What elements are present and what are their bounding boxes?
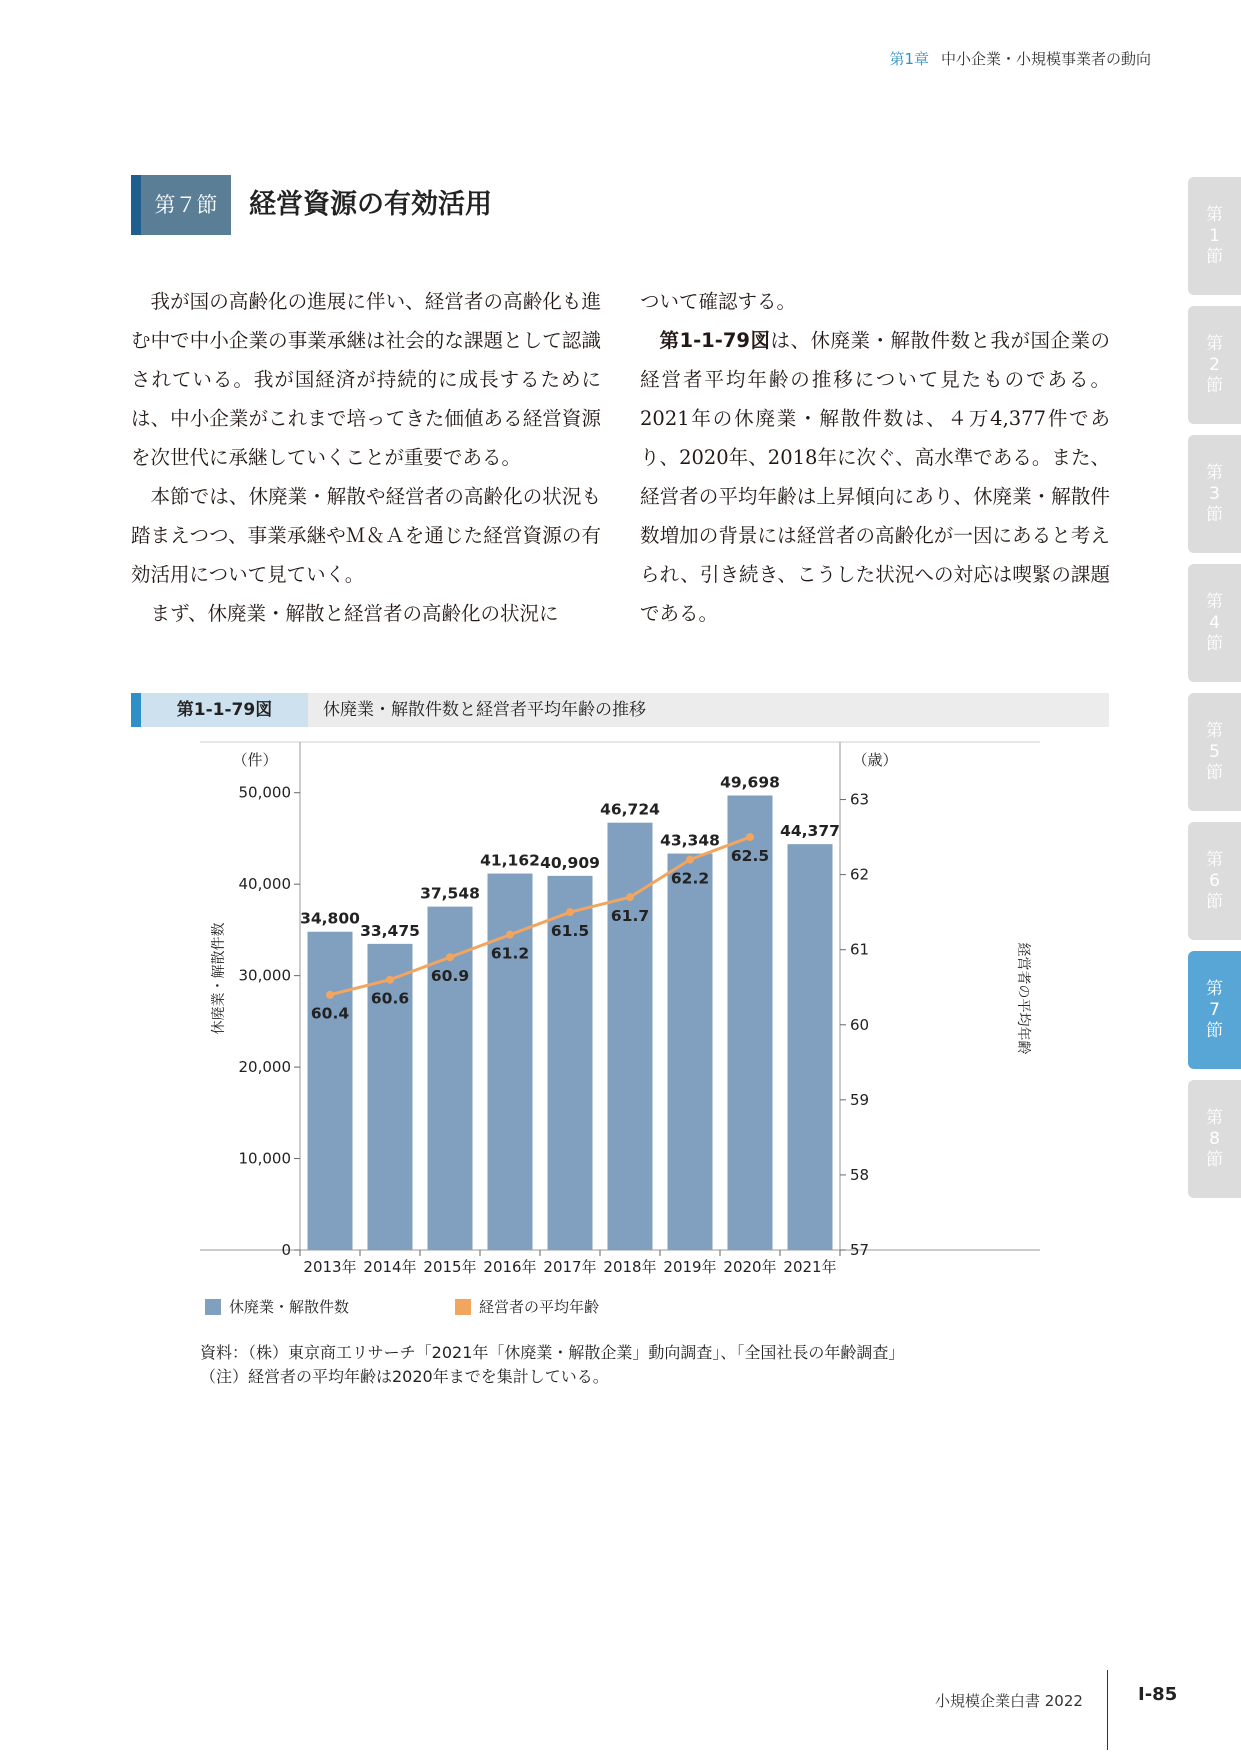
side-tab-char: 第 [1206, 978, 1223, 999]
side-tab-char: 第 [1206, 591, 1223, 612]
line-value-label: 60.9 [430, 967, 470, 986]
side-tab-char: 6 [1209, 870, 1220, 891]
side-tab-char: 7 [1209, 999, 1220, 1020]
bar-value-label: 37,548 [420, 884, 480, 903]
bar-value-label: 43,348 [660, 831, 720, 850]
side-tab-char: 8 [1209, 1128, 1220, 1149]
x-axis-tick-label: 2018年 [603, 1258, 657, 1276]
side-tab-section-8[interactable] [1188, 1080, 1241, 1198]
side-tab-char: 2 [1209, 354, 1220, 375]
running-header [889, 48, 1151, 69]
line-point [446, 953, 454, 961]
combo-chart [190, 735, 1050, 1290]
right-axis-tick-label: 59 [850, 1090, 870, 1109]
side-tab-char: 第 [1206, 462, 1223, 483]
side-tab-char: 3 [1209, 483, 1220, 504]
bar-value-label: 33,475 [360, 921, 420, 940]
paragraph [640, 321, 1110, 633]
bar-value-label: 40,909 [540, 853, 600, 872]
paragraph-text: は、休廃業・解散件数と我が国企業の経営者平均年齢の推移について見たものである。2021年の休廃業・解散件数は、４万4,377件であり、2020年、2018年に次ぐ、高水準である。また、経営者の平均年齢は上昇傾向にあり、休廃業・解散件数増加の背景には経営者の高齢化が一因にあると考えられ、引き続き、こうした状況への対応は喫緊の課題である。 [640, 329, 1110, 625]
line-value-label: 62.5 [730, 847, 770, 866]
line-value-label: 61.2 [490, 944, 530, 963]
side-tab-char: 節 [1206, 375, 1223, 396]
figure-number: 第1-1-79図 [131, 693, 308, 727]
line-point [566, 908, 574, 916]
line-point [626, 893, 634, 901]
line-point [386, 976, 394, 984]
side-tab-char: 第 [1206, 1107, 1223, 1128]
header-chapter: 第1章 [889, 50, 929, 68]
footer-divider [1107, 1670, 1108, 1750]
legend-swatch-bars [205, 1299, 221, 1315]
side-tab-char: 節 [1206, 1020, 1223, 1041]
line-point [506, 931, 514, 939]
line-point [686, 856, 694, 864]
x-axis-tick-label: 2013年 [303, 1258, 357, 1276]
side-tab-char: 節 [1206, 246, 1223, 267]
left-axis-tick-label: 50,000 [238, 783, 291, 802]
bar-value-label: 49,698 [720, 773, 780, 792]
section-bar [131, 175, 141, 235]
right-axis-unit: （歳） [852, 751, 898, 769]
side-tab-section-6[interactable] [1188, 822, 1241, 940]
x-axis-tick-label: 2016年 [483, 1258, 537, 1276]
side-tab-char: 節 [1206, 504, 1223, 525]
bar [308, 932, 353, 1250]
side-tab-char: 1 [1209, 225, 1220, 246]
bar [788, 844, 833, 1250]
side-tab-char: 節 [1206, 633, 1223, 654]
side-tab-char: 節 [1206, 891, 1223, 912]
line-point [326, 991, 334, 999]
right-axis-tick-label: 60 [850, 1015, 870, 1034]
line-value-label: 62.2 [670, 869, 710, 888]
bar-value-label: 44,377 [780, 822, 840, 841]
bar-value-label: 46,724 [600, 800, 660, 819]
page-number: Ⅰ-85 [1138, 1684, 1178, 1705]
left-axis-label: 休廃業・解散件数 [211, 922, 227, 1035]
section-badge: 第７節 [141, 175, 231, 235]
left-axis-tick-label: 20,000 [238, 1058, 291, 1077]
source-note: 資料：（株）東京商工リサーチ「2021年「休廃業・解散企業」動向調査」、「全国社長の年齢調査」 [200, 1343, 905, 1362]
line-value-label: 60.6 [370, 989, 410, 1008]
header-title: 中小企業・小規模事業者の動向 [940, 50, 1151, 68]
line-point [746, 833, 754, 841]
left-axis-tick-label: 30,000 [238, 966, 291, 985]
left-axis-tick-label: 0 [281, 1241, 291, 1259]
footer-book-title: 小規模企業白書 2022 [935, 1692, 1083, 1710]
bar [668, 854, 713, 1250]
side-tab-section-2[interactable] [1188, 306, 1241, 424]
side-tab-char: 第 [1206, 720, 1223, 741]
x-axis-tick-label: 2017年 [543, 1258, 597, 1276]
side-tab-section-1[interactable] [1188, 177, 1241, 295]
side-tab-char: 4 [1209, 612, 1220, 633]
line-value-label: 61.7 [610, 907, 650, 926]
legend-label: 休廃業・解散件数 [229, 1298, 350, 1316]
side-tab-char: 節 [1206, 762, 1223, 783]
side-tab-section-3[interactable] [1188, 435, 1241, 553]
side-tab-char: 5 [1209, 741, 1220, 762]
side-tab-section-7[interactable] [1188, 951, 1241, 1069]
paragraph: 本節では、休廃業・解散や経営者の高齢化の状況も踏まえつつ、事業承継やＭ＆Ａを通じた経営資源の有効活用について見ていく。 [131, 485, 601, 586]
bar-value-label: 41,162 [480, 851, 540, 870]
side-tab-char: 第 [1206, 204, 1223, 225]
left-axis-tick-label: 10,000 [238, 1149, 291, 1168]
footnote: （注）経営者の平均年齢は2020年までを集計している。 [200, 1367, 609, 1386]
right-axis-tick-label: 63 [850, 790, 870, 809]
line-value-label: 61.5 [550, 922, 590, 941]
legend-item-bars [205, 1296, 349, 1317]
body-column-left [131, 282, 601, 633]
x-axis-tick-label: 2015年 [423, 1258, 477, 1276]
left-axis-tick-label: 40,000 [238, 875, 291, 894]
x-axis-tick-label: 2020年 [723, 1258, 777, 1276]
paragraph: ついて確認する。 [640, 290, 797, 313]
left-axis-unit: （件） [232, 751, 278, 769]
side-tab-char: 第 [1206, 849, 1223, 870]
figure-header [131, 693, 1109, 727]
right-axis-tick-label: 57 [850, 1241, 870, 1259]
section-title: 経営資源の有効活用 [249, 189, 492, 220]
paragraph: まず、休廃業・解散と経営者の高齢化の状況に [150, 602, 559, 625]
right-axis-tick-label: 61 [850, 940, 870, 959]
bar-value-label: 34,800 [300, 909, 360, 928]
x-axis-tick-label: 2019年 [663, 1258, 717, 1276]
side-tab-section-5[interactable] [1188, 693, 1241, 811]
line-value-label: 60.4 [310, 1004, 350, 1023]
legend-label: 経営者の平均年齢 [479, 1298, 600, 1316]
figure-title: 休廃業・解散件数と経営者平均年齢の推移 [323, 700, 646, 720]
figure-reference: 第1-1-79図 [659, 329, 771, 352]
right-axis-tick-label: 58 [850, 1165, 870, 1184]
paragraph: 我が国の高齢化の進展に伴い、経営者の高齢化も進む中で中小企業の事業承継は社会的な課題として認識されている。我が国経済が持続的に成長するためには、中小企業がこれまで培ってきた価値ある経営資源を次世代に承継していくことが重要である。 [131, 290, 601, 469]
legend-item-line [455, 1296, 599, 1317]
right-axis-label: 経営者の平均年齢 [1015, 942, 1031, 1055]
right-axis-tick-label: 62 [850, 865, 870, 884]
side-tab-section-4[interactable] [1188, 564, 1241, 682]
body-column-right [640, 282, 1110, 633]
section-heading [131, 175, 571, 235]
x-axis-tick-label: 2021年 [783, 1258, 837, 1276]
side-tab-char: 第 [1206, 333, 1223, 354]
x-axis-tick-label: 2014年 [363, 1258, 417, 1276]
legend-swatch-line [455, 1299, 471, 1315]
side-tab-char: 節 [1206, 1149, 1223, 1170]
